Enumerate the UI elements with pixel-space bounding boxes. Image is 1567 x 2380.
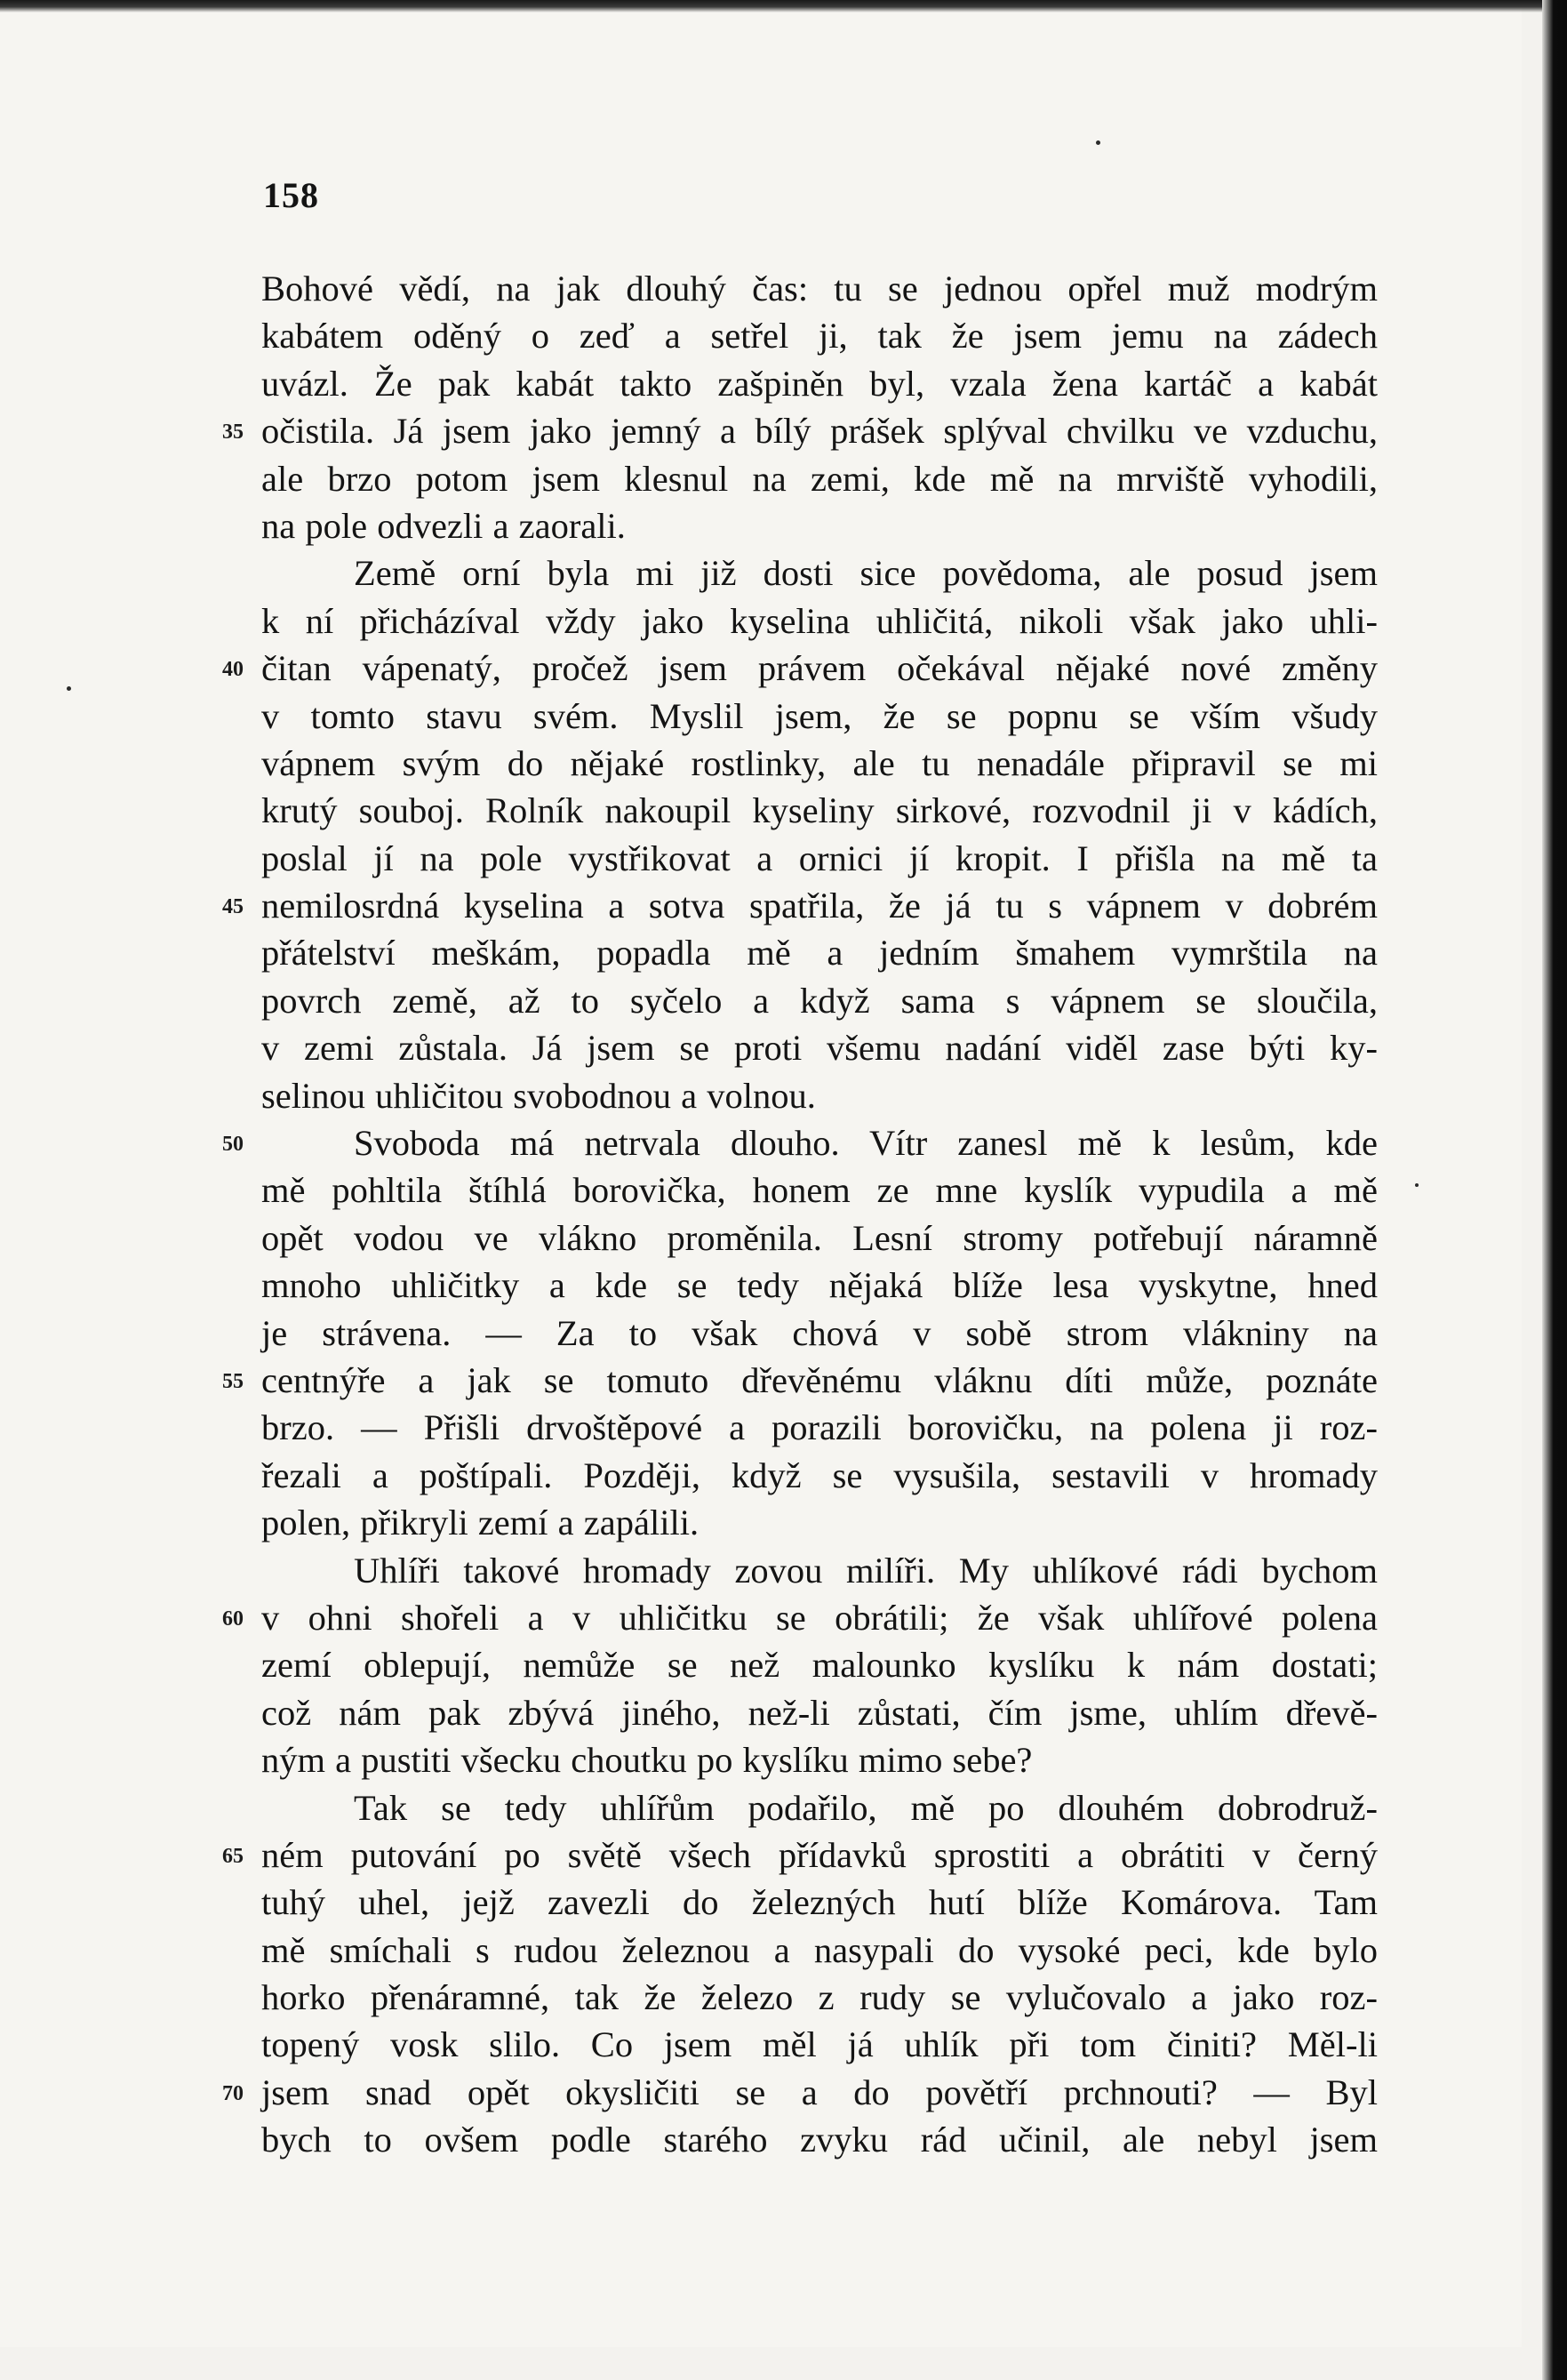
line-number: 55 (222, 1369, 244, 1393)
text-line (261, 1736, 1378, 1783)
text-line (261, 597, 1378, 645)
text-line (261, 1784, 1378, 1831)
scan-speck (67, 686, 71, 691)
line-text: selinou uhličitou svobodnou a volnou. (261, 1075, 816, 1116)
line-text: vápnem svým do nějaké rostlinky, ale tu nenadále připravil se mi (261, 742, 1378, 783)
text-line (261, 1166, 1378, 1214)
line-text: Tak se tedy uhlířům podařilo, mě po dlouhém dobrodruž- (354, 1787, 1378, 1828)
line-text: povrch země, až to syčelo a když sama s vápnem se sloučila, (261, 980, 1378, 1021)
line-text: kabátem oděný o zeď a setřel ji, tak že jsem jemu na zádech (261, 316, 1378, 357)
line-text: k ní přicházíval vždy jako kyselina uhličitá, nikoli však jako uhli- (261, 600, 1378, 641)
line-text: v tomto stavu svém. Myslil jsem, že se popnu se vším všudy (261, 695, 1378, 736)
text-line (261, 360, 1378, 407)
line-number: 65 (222, 1844, 244, 1868)
text-line (261, 1214, 1378, 1262)
line-text: Bohové vědí, na jak dlouhý čas: tu se jednou opřel muž modrým (261, 268, 1378, 309)
text-line (261, 740, 1378, 787)
line-text: očistila. Já jsem jako jemný a bílý prášek splýval chvilku ve vzduchu, (261, 411, 1378, 452)
line-text: jsem snad opět okysličiti se a do povětří prchnouti? — Byl (261, 2071, 1378, 2112)
text-line (261, 1499, 1378, 1546)
line-text: Uhlíři takové hromady zovou milíři. My uhlíkové rádi bychom (354, 1550, 1378, 1591)
line-text: polen, přikryli zemí a zapálili. (261, 1503, 700, 1543)
text-line (261, 1974, 1378, 2021)
line-text: v zemi zůstala. Já jsem se proti všemu nadání viděl zase býti ky- (261, 1028, 1378, 1069)
line-text: centnýře a jak se tomuto dřevěnému vláknu díti může, poznáte (261, 1359, 1378, 1400)
text-line (261, 1879, 1378, 1926)
line-text: což nám pak zbývá jiného, než-li zůstati, čím jsme, uhlím dřevě- (261, 1692, 1378, 1733)
text-line (261, 1689, 1378, 1736)
text-line (222, 2069, 1378, 2116)
text-line (222, 1119, 1378, 1166)
text-line (261, 693, 1378, 740)
text-line (261, 1641, 1378, 1688)
scan-right-edge (1542, 0, 1567, 2380)
text-line (261, 787, 1378, 834)
line-number: 50 (222, 1133, 244, 1157)
line-text: mě pohltila štíhlá borovička, honem ze mne kyslík vypudila a mě (261, 1170, 1378, 1211)
line-text: ném putování po světě všech přídavků sprostiti a obrátiti v černý (261, 1834, 1378, 1875)
text-line (222, 1357, 1378, 1404)
line-text: ale brzo potom jsem klesnul na zemi, kde mě na mrviště vyhodili, (261, 458, 1378, 499)
line-number: 40 (222, 658, 244, 682)
line-text: brzo. — Přišli drvoštěpové a porazili borovičku, na polena ji roz- (261, 1407, 1378, 1448)
text-line (261, 977, 1378, 1024)
line-text: nemilosrdná kyselina a sotva spatřila, že já tu s vápnem v dobrém (261, 885, 1378, 926)
body-text (222, 265, 1378, 2164)
line-text: bych to ovšem podle starého zvyku rád učinil, ale nebyl jsem (261, 2120, 1378, 2160)
text-line (261, 1310, 1378, 1357)
text-line (261, 265, 1378, 312)
text-line (261, 455, 1378, 502)
line-text: řezali a poštípali. Později, když se vysušila, sestavili v hromady (261, 1454, 1378, 1495)
line-text: poslal jí na pole vystřikovat a ornici jí kropit. I přišla na mě ta (261, 837, 1378, 878)
line-text: krutý souboj. Rolník nakoupil kyseliny sirkové, rozvodnil ji v kádích, (261, 790, 1378, 831)
line-text: Svoboda má netrvala dlouho. Vítr zanesl mě k lesům, kde (354, 1123, 1378, 1164)
line-number: 70 (222, 2081, 244, 2105)
line-text: tuhý uhel, jejž zavezli do železných hutí blíže Komárova. Tam (261, 1882, 1378, 1923)
line-text: v ohni shořeli a v uhličitku se obrátili; že však uhlířové polena (261, 1597, 1378, 1638)
text-line (261, 1072, 1378, 1119)
line-text: topený vosk slilo. Co jsem měl já uhlík při tom činiti? Měl-li (261, 2024, 1378, 2065)
text-line (222, 1831, 1378, 1879)
line-text: je strávena. — Za to však chová v sobě strom vlákniny na (261, 1312, 1378, 1353)
text-line (222, 645, 1378, 692)
line-text: mnoho uhličitky a kde se tedy nějaká blíže lesa vyskytne, hned (261, 1265, 1378, 1306)
text-line (261, 929, 1378, 976)
text-line (261, 1024, 1378, 1071)
text-line (222, 407, 1378, 454)
text-line (222, 1594, 1378, 1641)
text-line (261, 1262, 1378, 1309)
line-number: 60 (222, 1607, 244, 1631)
line-text: přátelství meškám, popadla mě a jedním šmahem vymrštila na (261, 933, 1378, 974)
text-line (261, 1927, 1378, 1974)
line-number: 35 (222, 421, 244, 445)
text-line (261, 549, 1378, 597)
page-number: 158 (263, 175, 319, 215)
line-text: mě smíchali s rudou železnou a nasypali do vysoké peci, kde bylo (261, 1929, 1378, 1970)
text-line (261, 1452, 1378, 1499)
line-number: 45 (222, 895, 244, 919)
scan-speck (1415, 1183, 1419, 1187)
text-line (261, 2116, 1378, 2163)
line-text: uvázl. Že pak kabát takto zašpiněn byl, vzala žena kartáč a kabát (261, 363, 1378, 404)
line-text: Země orní byla mi již dosti sice povědoma, ale posud jsem (354, 553, 1378, 594)
line-text: čitan vápenatý, pročež jsem právem očekával nějaké nové změny (261, 648, 1378, 689)
line-text: opět vodou ve vlákno proměnila. Lesní stromy potřebují náramně (261, 1217, 1378, 1258)
scan-speck (1096, 140, 1100, 145)
text-line (261, 312, 1378, 359)
line-text: horko přenáramné, tak že železo z rudy se vylučovalo a jako roz- (261, 1977, 1378, 2018)
text-line (261, 835, 1378, 882)
scan-top-edge (0, 0, 1567, 12)
line-text: ným a pustiti všecku choutku po kyslíku mimo sebe? (261, 1740, 1033, 1781)
text-line (261, 1547, 1378, 1594)
text-line (261, 2021, 1378, 2068)
line-text: na pole odvezli a zaorali. (261, 505, 626, 546)
text-line (222, 882, 1378, 929)
text-line (261, 502, 1378, 549)
text-line (261, 1404, 1378, 1451)
line-text: zemí oblepují, nemůže se než malounko kyslíku k nám dostati; (261, 1645, 1378, 1686)
